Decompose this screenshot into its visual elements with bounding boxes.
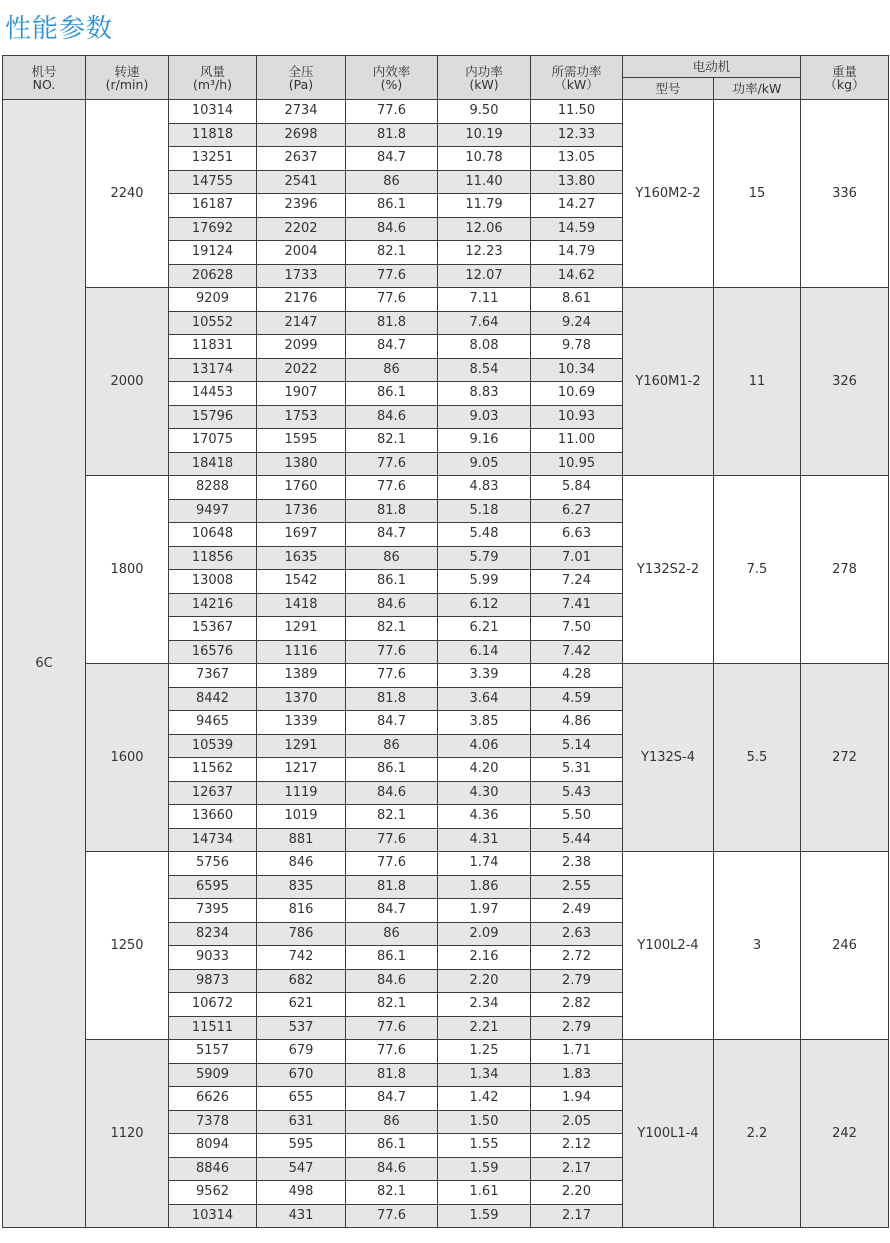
flow-cell: 13660 <box>169 805 257 829</box>
flow-cell: 8234 <box>169 922 257 946</box>
required-power-cell: 7.01 <box>531 546 623 570</box>
inner-power-cell: 9.03 <box>438 405 531 429</box>
inner-power-cell: 4.06 <box>438 734 531 758</box>
flow-cell: 20628 <box>169 264 257 288</box>
efficiency-cell: 81.8 <box>346 123 438 147</box>
required-power-cell: 11.00 <box>531 429 623 453</box>
required-power-cell: 11.50 <box>531 100 623 124</box>
motor-model-cell: Y100L2-4 <box>623 852 714 1040</box>
inner-power-cell: 4.31 <box>438 828 531 852</box>
flow-cell: 7395 <box>169 899 257 923</box>
required-power-cell: 10.93 <box>531 405 623 429</box>
pressure-cell: 1697 <box>257 523 346 547</box>
inner-power-cell: 4.30 <box>438 781 531 805</box>
required-power-cell: 6.27 <box>531 499 623 523</box>
inner-power-cell: 5.18 <box>438 499 531 523</box>
motor-model-cell: Y132S2-2 <box>623 476 714 664</box>
required-power-cell: 2.38 <box>531 852 623 876</box>
efficiency-cell: 84.7 <box>346 523 438 547</box>
required-power-cell: 9.24 <box>531 311 623 335</box>
efficiency-cell: 84.7 <box>346 147 438 171</box>
efficiency-cell: 86 <box>346 1110 438 1134</box>
flow-cell: 10314 <box>169 100 257 124</box>
flow-cell: 7378 <box>169 1110 257 1134</box>
flow-cell: 9465 <box>169 711 257 735</box>
efficiency-cell: 86 <box>346 546 438 570</box>
motor-power-cell: 7.5 <box>714 476 801 664</box>
flow-cell: 11562 <box>169 758 257 782</box>
inner-power-cell: 5.99 <box>438 570 531 594</box>
efficiency-cell: 86.1 <box>346 382 438 406</box>
efficiency-cell: 77.6 <box>346 100 438 124</box>
required-power-cell: 2.49 <box>531 899 623 923</box>
inner-power-cell: 1.55 <box>438 1134 531 1158</box>
inner-power-cell: 6.21 <box>438 617 531 641</box>
efficiency-cell: 81.8 <box>346 311 438 335</box>
header-pressure: 全压 (Pa) <box>257 56 346 100</box>
efficiency-cell: 84.7 <box>346 711 438 735</box>
efficiency-cell: 77.6 <box>346 1204 438 1228</box>
inner-power-cell: 11.40 <box>438 170 531 194</box>
efficiency-cell: 86.1 <box>346 570 438 594</box>
pressure-cell: 1019 <box>257 805 346 829</box>
efficiency-cell: 81.8 <box>346 875 438 899</box>
flow-cell: 8288 <box>169 476 257 500</box>
flow-cell: 10672 <box>169 993 257 1017</box>
inner-power-cell: 1.50 <box>438 1110 531 1134</box>
inner-power-cell: 1.59 <box>438 1204 531 1228</box>
efficiency-cell: 86.1 <box>346 758 438 782</box>
efficiency-cell: 77.6 <box>346 1016 438 1040</box>
pressure-cell: 1389 <box>257 664 346 688</box>
required-power-cell: 7.50 <box>531 617 623 641</box>
pressure-cell: 679 <box>257 1040 346 1064</box>
efficiency-cell: 77.6 <box>346 1040 438 1064</box>
efficiency-cell: 77.6 <box>346 288 438 312</box>
efficiency-cell: 82.1 <box>346 241 438 265</box>
required-power-cell: 5.84 <box>531 476 623 500</box>
efficiency-cell: 86 <box>346 922 438 946</box>
weight-cell: 278 <box>801 476 889 664</box>
inner-power-cell: 5.48 <box>438 523 531 547</box>
flow-cell: 10539 <box>169 734 257 758</box>
flow-cell: 17692 <box>169 217 257 241</box>
pressure-cell: 2698 <box>257 123 346 147</box>
flow-cell: 11511 <box>169 1016 257 1040</box>
inner-power-cell: 2.20 <box>438 969 531 993</box>
pressure-cell: 631 <box>257 1110 346 1134</box>
speed-cell: 2240 <box>86 100 169 288</box>
speed-cell: 2000 <box>86 288 169 476</box>
table-body <box>3 100 889 1228</box>
flow-cell: 18418 <box>169 452 257 476</box>
speed-cell: 1600 <box>86 664 169 852</box>
motor-model-cell: Y100L1-4 <box>623 1040 714 1228</box>
pressure-cell: 1635 <box>257 546 346 570</box>
pressure-cell: 2147 <box>257 311 346 335</box>
efficiency-cell: 81.8 <box>346 687 438 711</box>
required-power-cell: 10.95 <box>531 452 623 476</box>
inner-power-cell: 12.07 <box>438 264 531 288</box>
flow-cell: 5909 <box>169 1063 257 1087</box>
motor-power-cell: 3 <box>714 852 801 1040</box>
efficiency-cell: 77.6 <box>346 640 438 664</box>
header-speed: 转速 (r/min) <box>86 56 169 100</box>
efficiency-cell: 84.7 <box>346 1087 438 1111</box>
pressure-cell: 1291 <box>257 734 346 758</box>
pressure-cell: 816 <box>257 899 346 923</box>
header-required-power: 所需功率 （kW） <box>531 56 623 100</box>
pressure-cell: 431 <box>257 1204 346 1228</box>
speed-cell: 1120 <box>86 1040 169 1228</box>
motor-power-cell: 15 <box>714 100 801 288</box>
pressure-cell: 1418 <box>257 593 346 617</box>
table-row <box>3 852 889 876</box>
pressure-cell: 621 <box>257 993 346 1017</box>
pressure-cell: 682 <box>257 969 346 993</box>
required-power-cell: 2.55 <box>531 875 623 899</box>
table-row <box>3 664 889 688</box>
inner-power-cell: 1.42 <box>438 1087 531 1111</box>
efficiency-cell: 84.7 <box>346 899 438 923</box>
table-row <box>3 100 889 124</box>
inner-power-cell: 2.09 <box>438 922 531 946</box>
flow-cell: 14453 <box>169 382 257 406</box>
flow-cell: 8846 <box>169 1157 257 1181</box>
inner-power-cell: 1.59 <box>438 1157 531 1181</box>
speed-cell: 1800 <box>86 476 169 664</box>
flow-cell: 16187 <box>169 194 257 218</box>
inner-power-cell: 4.20 <box>438 758 531 782</box>
required-power-cell: 2.72 <box>531 946 623 970</box>
pressure-cell: 595 <box>257 1134 346 1158</box>
inner-power-cell: 8.54 <box>438 358 531 382</box>
flow-cell: 10314 <box>169 1204 257 1228</box>
pressure-cell: 881 <box>257 828 346 852</box>
required-power-cell: 10.69 <box>531 382 623 406</box>
pressure-cell: 786 <box>257 922 346 946</box>
flow-cell: 17075 <box>169 429 257 453</box>
efficiency-cell: 86 <box>346 358 438 382</box>
pressure-cell: 1907 <box>257 382 346 406</box>
pressure-cell: 2176 <box>257 288 346 312</box>
motor-model-cell: Y132S-4 <box>623 664 714 852</box>
flow-cell: 14216 <box>169 593 257 617</box>
header-efficiency: 内效率 (%) <box>346 56 438 100</box>
flow-cell: 11831 <box>169 335 257 359</box>
pressure-cell: 2396 <box>257 194 346 218</box>
required-power-cell: 2.12 <box>531 1134 623 1158</box>
required-power-cell: 13.80 <box>531 170 623 194</box>
flow-cell: 19124 <box>169 241 257 265</box>
inner-power-cell: 3.39 <box>438 664 531 688</box>
efficiency-cell: 84.6 <box>346 217 438 241</box>
required-power-cell: 2.79 <box>531 969 623 993</box>
efficiency-cell: 81.8 <box>346 1063 438 1087</box>
efficiency-cell: 84.6 <box>346 593 438 617</box>
inner-power-cell: 9.16 <box>438 429 531 453</box>
pressure-cell: 846 <box>257 852 346 876</box>
motor-power-cell: 5.5 <box>714 664 801 852</box>
inner-power-cell: 2.21 <box>438 1016 531 1040</box>
header-motor: 电动机 <box>623 56 801 78</box>
motor-power-cell: 11 <box>714 288 801 476</box>
flow-cell: 9873 <box>169 969 257 993</box>
inner-power-cell: 12.06 <box>438 217 531 241</box>
weight-cell: 326 <box>801 288 889 476</box>
flow-cell: 15796 <box>169 405 257 429</box>
flow-cell: 9497 <box>169 499 257 523</box>
efficiency-cell: 82.1 <box>346 429 438 453</box>
pressure-cell: 2022 <box>257 358 346 382</box>
required-power-cell: 6.63 <box>531 523 623 547</box>
inner-power-cell: 3.85 <box>438 711 531 735</box>
pressure-cell: 1217 <box>257 758 346 782</box>
flow-cell: 9033 <box>169 946 257 970</box>
inner-power-cell: 3.64 <box>438 687 531 711</box>
required-power-cell: 4.59 <box>531 687 623 711</box>
required-power-cell: 5.31 <box>531 758 623 782</box>
inner-power-cell: 12.23 <box>438 241 531 265</box>
table-row <box>3 1040 889 1064</box>
inner-power-cell: 6.12 <box>438 593 531 617</box>
pressure-cell: 2099 <box>257 335 346 359</box>
required-power-cell: 1.71 <box>531 1040 623 1064</box>
motor-model-cell: Y160M2-2 <box>623 100 714 288</box>
efficiency-cell: 82.1 <box>346 805 438 829</box>
efficiency-cell: 77.6 <box>346 476 438 500</box>
weight-cell: 246 <box>801 852 889 1040</box>
pressure-cell: 547 <box>257 1157 346 1181</box>
efficiency-cell: 77.6 <box>346 852 438 876</box>
flow-cell: 10648 <box>169 523 257 547</box>
inner-power-cell: 1.74 <box>438 852 531 876</box>
header-no: 机号 NO. <box>3 56 86 100</box>
pressure-cell: 670 <box>257 1063 346 1087</box>
pressure-cell: 1119 <box>257 781 346 805</box>
inner-power-cell: 4.36 <box>438 805 531 829</box>
required-power-cell: 14.62 <box>531 264 623 288</box>
efficiency-cell: 82.1 <box>346 1181 438 1205</box>
speed-cell: 1250 <box>86 852 169 1040</box>
required-power-cell: 13.05 <box>531 147 623 171</box>
flow-cell: 5157 <box>169 1040 257 1064</box>
required-power-cell: 5.44 <box>531 828 623 852</box>
required-power-cell: 5.43 <box>531 781 623 805</box>
flow-cell: 8442 <box>169 687 257 711</box>
required-power-cell: 2.05 <box>531 1110 623 1134</box>
pressure-cell: 537 <box>257 1016 346 1040</box>
flow-cell: 6626 <box>169 1087 257 1111</box>
weight-cell: 336 <box>801 100 889 288</box>
pressure-cell: 1760 <box>257 476 346 500</box>
header-weight: 重量 （kg） <box>801 56 889 100</box>
efficiency-cell: 86.1 <box>346 946 438 970</box>
flow-cell: 12637 <box>169 781 257 805</box>
efficiency-cell: 82.1 <box>346 617 438 641</box>
inner-power-cell: 10.78 <box>438 147 531 171</box>
efficiency-cell: 84.7 <box>346 335 438 359</box>
required-power-cell: 7.24 <box>531 570 623 594</box>
inner-power-cell: 4.83 <box>438 476 531 500</box>
efficiency-cell: 81.8 <box>346 499 438 523</box>
inner-power-cell: 5.79 <box>438 546 531 570</box>
inner-power-cell: 8.83 <box>438 382 531 406</box>
required-power-cell: 2.82 <box>531 993 623 1017</box>
pressure-cell: 1380 <box>257 452 346 476</box>
flow-cell: 11818 <box>169 123 257 147</box>
flow-cell: 6595 <box>169 875 257 899</box>
pressure-cell: 1339 <box>257 711 346 735</box>
inner-power-cell: 9.50 <box>438 100 531 124</box>
pressure-cell: 1370 <box>257 687 346 711</box>
flow-cell: 13008 <box>169 570 257 594</box>
inner-power-cell: 7.11 <box>438 288 531 312</box>
pressure-cell: 1595 <box>257 429 346 453</box>
machine-no-cell: 6C <box>3 100 86 1228</box>
pressure-cell: 1736 <box>257 499 346 523</box>
efficiency-cell: 86 <box>346 734 438 758</box>
performance-table <box>2 55 889 1228</box>
pressure-cell: 2734 <box>257 100 346 124</box>
efficiency-cell: 84.6 <box>346 969 438 993</box>
page-title: 性能参数 <box>5 14 114 44</box>
efficiency-cell: 84.6 <box>346 781 438 805</box>
efficiency-cell: 77.6 <box>346 264 438 288</box>
inner-power-cell: 10.19 <box>438 123 531 147</box>
required-power-cell: 7.41 <box>531 593 623 617</box>
required-power-cell: 2.63 <box>531 922 623 946</box>
pressure-cell: 2202 <box>257 217 346 241</box>
header-inner-power: 内功率 (kW) <box>438 56 531 100</box>
required-power-cell: 2.79 <box>531 1016 623 1040</box>
inner-power-cell: 1.86 <box>438 875 531 899</box>
pressure-cell: 2637 <box>257 147 346 171</box>
efficiency-cell: 86 <box>346 170 438 194</box>
required-power-cell: 8.61 <box>531 288 623 312</box>
required-power-cell: 4.28 <box>531 664 623 688</box>
inner-power-cell: 1.61 <box>438 1181 531 1205</box>
flow-cell: 10552 <box>169 311 257 335</box>
header-motor-power: 功率/kW <box>714 78 801 100</box>
pressure-cell: 835 <box>257 875 346 899</box>
flow-cell: 13251 <box>169 147 257 171</box>
efficiency-cell: 77.6 <box>346 828 438 852</box>
efficiency-cell: 86.1 <box>346 194 438 218</box>
pressure-cell: 742 <box>257 946 346 970</box>
flow-cell: 8094 <box>169 1134 257 1158</box>
required-power-cell: 5.14 <box>531 734 623 758</box>
flow-cell: 9562 <box>169 1181 257 1205</box>
required-power-cell: 9.78 <box>531 335 623 359</box>
pressure-cell: 1733 <box>257 264 346 288</box>
motor-model-cell: Y160M1-2 <box>623 288 714 476</box>
header-flow: 风量 (m³/h) <box>169 56 257 100</box>
pressure-cell: 2004 <box>257 241 346 265</box>
required-power-cell: 2.17 <box>531 1157 623 1181</box>
table-row <box>3 288 889 312</box>
motor-power-cell: 2.2 <box>714 1040 801 1228</box>
flow-cell: 14734 <box>169 828 257 852</box>
flow-cell: 15367 <box>169 617 257 641</box>
inner-power-cell: 1.34 <box>438 1063 531 1087</box>
required-power-cell: 4.86 <box>531 711 623 735</box>
efficiency-cell: 77.6 <box>346 452 438 476</box>
inner-power-cell: 6.14 <box>438 640 531 664</box>
pressure-cell: 655 <box>257 1087 346 1111</box>
flow-cell: 7367 <box>169 664 257 688</box>
required-power-cell: 1.83 <box>531 1063 623 1087</box>
pressure-cell: 1291 <box>257 617 346 641</box>
required-power-cell: 14.27 <box>531 194 623 218</box>
pressure-cell: 1116 <box>257 640 346 664</box>
required-power-cell: 7.42 <box>531 640 623 664</box>
pressure-cell: 2541 <box>257 170 346 194</box>
pressure-cell: 1753 <box>257 405 346 429</box>
efficiency-cell: 82.1 <box>346 993 438 1017</box>
inner-power-cell: 1.97 <box>438 899 531 923</box>
inner-power-cell: 9.05 <box>438 452 531 476</box>
weight-cell: 242 <box>801 1040 889 1228</box>
required-power-cell: 14.79 <box>531 241 623 265</box>
required-power-cell: 10.34 <box>531 358 623 382</box>
required-power-cell: 12.33 <box>531 123 623 147</box>
inner-power-cell: 2.16 <box>438 946 531 970</box>
flow-cell: 5756 <box>169 852 257 876</box>
required-power-cell: 1.94 <box>531 1087 623 1111</box>
flow-cell: 11856 <box>169 546 257 570</box>
flow-cell: 14755 <box>169 170 257 194</box>
inner-power-cell: 1.25 <box>438 1040 531 1064</box>
flow-cell: 16576 <box>169 640 257 664</box>
pressure-cell: 498 <box>257 1181 346 1205</box>
table-row <box>3 476 889 500</box>
required-power-cell: 5.50 <box>531 805 623 829</box>
inner-power-cell: 8.08 <box>438 335 531 359</box>
efficiency-cell: 77.6 <box>346 664 438 688</box>
required-power-cell: 2.20 <box>531 1181 623 1205</box>
inner-power-cell: 11.79 <box>438 194 531 218</box>
efficiency-cell: 84.6 <box>346 405 438 429</box>
flow-cell: 13174 <box>169 358 257 382</box>
flow-cell: 9209 <box>169 288 257 312</box>
required-power-cell: 2.17 <box>531 1204 623 1228</box>
inner-power-cell: 2.34 <box>438 993 531 1017</box>
required-power-cell: 14.59 <box>531 217 623 241</box>
inner-power-cell: 7.64 <box>438 311 531 335</box>
efficiency-cell: 86.1 <box>346 1134 438 1158</box>
weight-cell: 272 <box>801 664 889 852</box>
efficiency-cell: 84.6 <box>346 1157 438 1181</box>
pressure-cell: 1542 <box>257 570 346 594</box>
header-motor-model: 型号 <box>623 78 714 100</box>
